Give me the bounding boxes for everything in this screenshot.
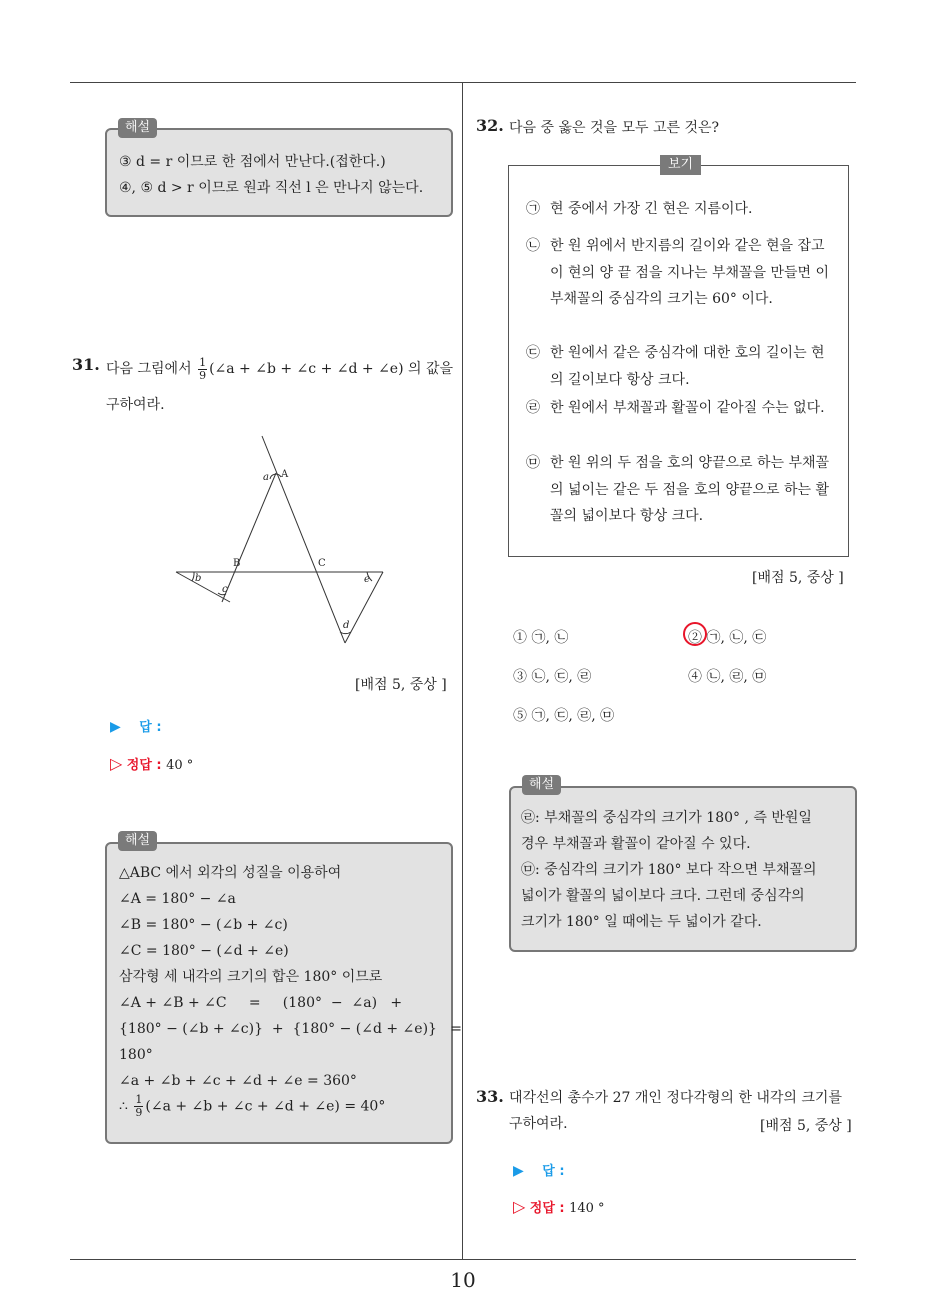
answer-row-31 xyxy=(110,716,162,735)
solution-box-32 xyxy=(509,786,857,952)
fraction: $\frac{1}{9}$ xyxy=(135,1093,143,1119)
label-B: B xyxy=(233,558,241,569)
bogi-item: ㉤ 한 원 위의 두 점을 호의 양끝으로 하는 부채꼴의 넓이는 같은 두 점을 호의 양끝으로 하는 활꼴의 넓이보다 항상 크다. xyxy=(526,455,830,524)
question-text-33-line2: 구하여라. xyxy=(509,1116,568,1132)
angle-arc xyxy=(192,572,194,581)
label-C: C xyxy=(318,558,326,569)
solution-tag: 해설 xyxy=(118,118,157,138)
answer-row-33 xyxy=(513,1160,565,1179)
correct-row-31 xyxy=(110,754,193,773)
choice-3[interactable]: ③ ㉡, ㉢, ㉣ xyxy=(513,669,592,685)
answer-arrow-icon: ▶ xyxy=(513,1163,524,1179)
bogi-item: ㉢ 한 원에서 같은 중심각에 대한 호의 길이는 현의 길이보다 항상 크다. xyxy=(526,345,825,388)
correct-label: 정답 : xyxy=(529,1201,565,1216)
bogi-item: ㉣ 한 원에서 부채꼴과 활꼴이 같아질 수는 없다. xyxy=(526,400,825,416)
label-e: e xyxy=(364,574,370,585)
fraction: $\frac{1}{9}$ xyxy=(199,355,207,382)
solution-box-30 xyxy=(105,128,453,217)
selected-answer-circle xyxy=(683,622,707,646)
solution-line: △ABC 에서 외각의 성질을 이용하여 xyxy=(119,865,342,881)
question-text-33: 대각선의 총수가 27 개인 정다각형의 한 내각의 크기를 xyxy=(509,1090,842,1106)
correct-value: 140 ° xyxy=(569,1201,605,1216)
column-divider xyxy=(462,83,463,1260)
choice-2[interactable]: ② ㉠, ㉡, ㉢ xyxy=(688,630,767,646)
figure-line xyxy=(262,436,345,643)
question-text-31 xyxy=(106,356,453,382)
solution-line: ∠a + ∠b + ∠c + ∠d + ∠e = 360° xyxy=(119,1073,357,1089)
solution-line: 경우 부채꼴과 활꼴이 같아질 수 있다. xyxy=(521,836,751,852)
solution-line: 크기가 180° 일 때에는 두 넓이가 같다. xyxy=(521,914,762,930)
choice-1[interactable]: ① ㉠, ㉡ xyxy=(513,630,569,646)
correct-row-33 xyxy=(513,1197,605,1216)
answer-label: 답 : xyxy=(542,1164,565,1179)
question-text-prefix: 다음 그림에서 xyxy=(106,361,192,377)
score-31: [배점 5, 중상 ] xyxy=(355,677,447,693)
answer-arrow-icon: ▶ xyxy=(110,719,121,735)
label-d: d xyxy=(343,620,350,631)
solution-line: ∠A = 180° − ∠a xyxy=(119,891,236,907)
label-a: a xyxy=(263,472,269,483)
question-text-line2: 구하여라. xyxy=(106,397,165,413)
correct-value: 40 ° xyxy=(166,758,194,773)
solution-line: ㉤: 중심각의 크기가 180° 보다 작으면 부채꼴의 xyxy=(521,862,817,878)
correct-label: 정답 : xyxy=(126,758,162,773)
correct-arrow-icon: ▷ xyxy=(513,1197,526,1216)
question-number-33: 33. xyxy=(476,1087,504,1106)
solution-line: 180° xyxy=(119,1047,153,1063)
solution-line: 넓이가 활꼴의 넓이보다 크다. 그런데 중심각의 xyxy=(521,888,805,904)
top-rule xyxy=(70,82,856,83)
score-32: [배점 5, 중상 ] xyxy=(752,570,844,586)
correct-arrow-icon: ▷ xyxy=(110,754,123,773)
question-number-31: 31. xyxy=(72,355,100,374)
question-text-32: 다음 중 옳은 것을 모두 고른 것은? xyxy=(509,120,720,136)
choice-5[interactable]: ⑤ ㉠, ㉢, ㉣, ㉤ xyxy=(513,708,615,724)
solution-line: 삼각형 세 내각의 크기의 합은 180° 이므로 xyxy=(119,969,383,985)
solution-line: ④, ⑤ d > r 이므로 원과 직선 l 은 만나지 않는다. xyxy=(119,180,424,196)
solution-line: ∠A + ∠B + ∠C = (180° − ∠a) + xyxy=(119,995,403,1011)
choice-4[interactable]: ④ ㉡, ㉣, ㉤ xyxy=(688,669,767,685)
question-number-32: 32. xyxy=(476,116,504,135)
solution-line: ∠B = 180° − (∠b + ∠c) xyxy=(119,917,288,933)
bogi-item: ㉠ 현 중에서 가장 긴 현은 지름이다. xyxy=(526,201,753,217)
triangle-figure xyxy=(170,430,390,650)
bogi-tag: 보기 xyxy=(660,155,701,175)
page-number: 10 xyxy=(450,1268,476,1292)
solution-tag: 해설 xyxy=(118,831,157,851)
solution-line: ③ d = r 이므로 한 점에서 만난다.(접한다.) xyxy=(119,154,386,170)
score-33: [배점 5, 중상 ] xyxy=(760,1118,852,1134)
bogi-item: ㉡ 한 원 위에서 반지름의 길이와 같은 현을 잡고 이 현의 양 끝 점을 지나는 부채꼴을 만들면 이 부채꼴의 중심각의 크기는 60° 이다. xyxy=(526,238,830,307)
solution-tag: 해설 xyxy=(522,775,561,795)
solution-line: {180° − (∠b + ∠c)} + {180° − (∠d + ∠e)} = xyxy=(119,1021,463,1037)
solution-box-31 xyxy=(105,842,463,1144)
question-text-suffix: (∠a + ∠b + ∠c + ∠d + ∠e) 의 값을 xyxy=(209,361,454,377)
figure-line xyxy=(222,473,276,602)
label-c: c xyxy=(222,584,228,595)
label-b: b xyxy=(195,573,202,584)
solution-line: ∠C = 180° − (∠d + ∠e) xyxy=(119,943,289,959)
label-A: A xyxy=(281,469,289,480)
bottom-rule xyxy=(70,1259,856,1260)
angle-arc xyxy=(340,632,351,634)
solution-line: ㉣: 부채꼴의 중심각의 크기가 180° , 즉 반원일 xyxy=(521,810,812,826)
solution-line: ∴ $\frac{1}{9}$ (∠a + ∠b + ∠c + ∠d + ∠e) = 40° xyxy=(119,1093,386,1119)
answer-label: 답 : xyxy=(139,720,162,735)
